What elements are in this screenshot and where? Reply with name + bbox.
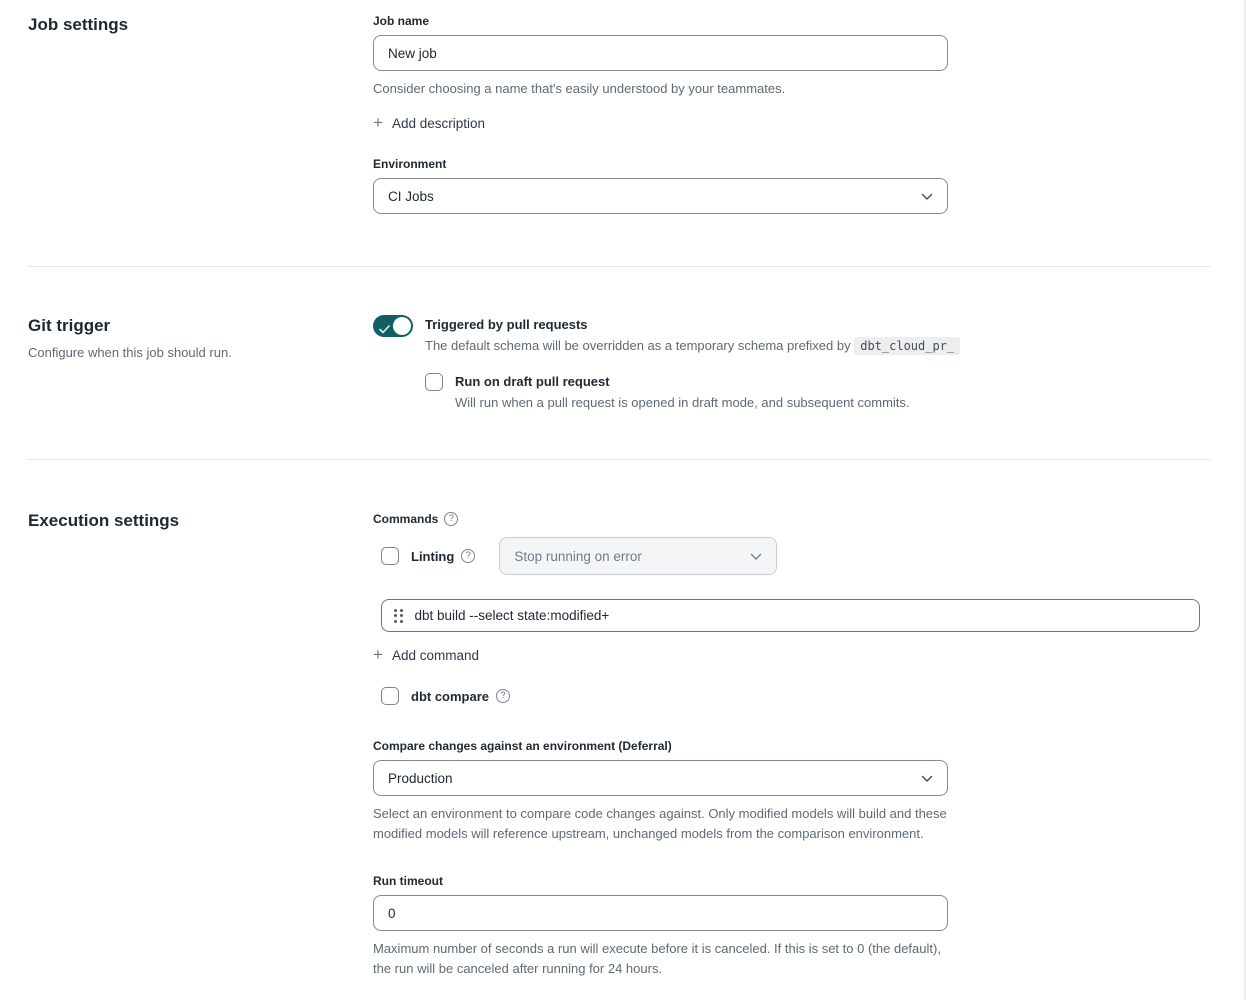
environment-select[interactable]	[373, 178, 948, 214]
deferral-environment-select-value: Production	[388, 770, 453, 786]
linting-checkbox[interactable]	[381, 547, 399, 565]
environment-label: Environment	[373, 157, 447, 171]
git-trigger-title: Git trigger	[28, 316, 111, 335]
job-settings-left-column	[28, 14, 373, 214]
deferral-environment-select[interactable]	[373, 760, 948, 796]
command-input[interactable]: dbt build --select state:modified+	[414, 608, 610, 623]
commands-label-text: Commands	[373, 512, 439, 526]
run-timeout-help-text: Maximum number of seconds a run will execute before it is canceled. If this is set to 0 (the default), the run will be canceled after running for 24 hours.	[373, 941, 941, 976]
drag-handle-icon[interactable]	[394, 609, 403, 623]
linting-mode-select-value: Stop running on error	[514, 548, 642, 564]
command-row	[381, 599, 1200, 632]
plus-icon: +	[373, 113, 383, 132]
dbt-compare-row	[381, 687, 1210, 705]
add-description-button[interactable]	[373, 115, 485, 131]
section-execution-settings	[0, 460, 1244, 999]
job-settings-main-column	[373, 14, 1210, 214]
pr-trigger-description	[425, 336, 960, 356]
add-command-button[interactable]	[373, 647, 479, 663]
job-settings-title: Job settings	[28, 15, 129, 34]
chevron-down-icon	[921, 189, 933, 204]
environment-select-value: CI Jobs	[388, 188, 434, 204]
section-git-trigger	[0, 267, 1244, 459]
run-timeout-label: Run timeout	[373, 874, 443, 888]
help-icon[interactable]: ?	[444, 512, 458, 526]
add-description-label: Add description	[391, 115, 485, 131]
job-name-help-text: Consider choosing a name that's easily understood by your teammates.	[373, 81, 786, 96]
execution-settings-main-column	[373, 510, 1210, 979]
git-trigger-subtitle: Configure when this job should run.	[28, 345, 232, 360]
draft-pr-description: Will run when a pull request is opened in draft mode, and subsequent commits.	[455, 395, 910, 410]
pr-trigger-label: Triggered by pull requests	[425, 317, 588, 332]
linting-row	[381, 537, 1210, 575]
section-job-settings	[0, 0, 1244, 266]
schema-prefix-code: dbt_cloud_pr_	[854, 337, 960, 355]
git-trigger-main-column	[373, 315, 1210, 413]
draft-pr-checkbox[interactable]	[425, 373, 443, 391]
toggle-knob	[393, 317, 411, 335]
job-name-label: Job name	[373, 14, 430, 28]
help-icon[interactable]: ?	[461, 549, 475, 563]
plus-icon: +	[373, 645, 383, 664]
pr-trigger-toggle[interactable]	[373, 315, 413, 337]
dbt-compare-checkbox[interactable]	[381, 687, 399, 705]
draft-pr-row	[425, 372, 1210, 413]
linting-label: Linting	[411, 548, 455, 564]
git-trigger-left-column	[28, 315, 373, 413]
pr-trigger-description-text: The default schema will be overridden as a temporary schema prefixed by	[425, 338, 851, 353]
execution-settings-left-column	[28, 510, 373, 979]
check-icon	[379, 321, 390, 339]
draft-pr-label: Run on draft pull request	[455, 374, 610, 389]
help-icon[interactable]: ?	[496, 689, 510, 703]
commands-label	[373, 512, 458, 526]
deferral-help-text: Select an environment to compare code changes against. Only modified models will build and these modified models will reference upstream, unchanged models from the comparison environment.	[373, 806, 947, 841]
draft-pr-text-block	[455, 372, 910, 413]
job-name-input[interactable]	[373, 35, 948, 71]
chevron-down-icon	[750, 549, 762, 564]
chevron-down-icon	[921, 771, 933, 786]
linting-mode-select	[499, 537, 777, 575]
run-timeout-input[interactable]	[373, 895, 948, 931]
execution-settings-title: Execution settings	[28, 511, 180, 530]
linting-label-group	[411, 549, 475, 564]
pr-trigger-text-block	[425, 315, 960, 356]
dbt-compare-label: dbt compare	[411, 688, 490, 704]
pr-trigger-row	[373, 315, 1210, 356]
deferral-label: Compare changes against an environment (Deferral)	[373, 739, 672, 753]
add-command-label: Add command	[391, 647, 479, 663]
dbt-compare-label-group	[411, 689, 510, 704]
